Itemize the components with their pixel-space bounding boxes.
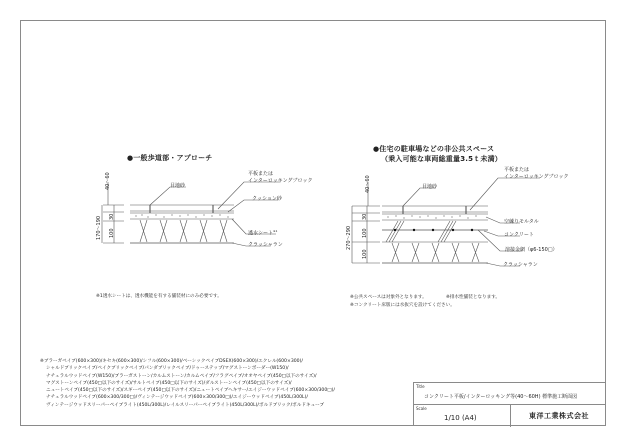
right-section-note-1b: ※排水性舗装となります。	[446, 295, 501, 300]
materials-line: ナチュラルウッドペイブ(600×300/300□)/ヴィンテージウッドペイブ(600×300/300□)/エイジーウッドペイブ(450L/300L)/	[46, 395, 308, 401]
right-section-note-1a: ※公共スペースは対象外となります。	[350, 295, 427, 300]
materials-line: ※ブラーガペイブ(600×300)/キセキ(600×300)/シフル(600×300)/ベーシックペイブDSEX(600×300)/エクレル(600×300)/	[40, 359, 303, 364]
left-section-heading: ●一般歩道部・アプローチ	[127, 154, 213, 162]
left-callout-crusher-run: クラッシャラン	[248, 242, 283, 248]
right-section-heading-line1: ●住宅の駐車場などの非公共スペース	[373, 145, 495, 153]
right-dim-base: 100	[362, 249, 368, 259]
materials-line: ヴィンテージウッドスリーパーペイブライト(450L/300L)/レイルスリーパーペイブライト(450L/300L)/ボルドブリック/ボルドキューブ	[46, 402, 325, 408]
right-callout-mortar: 空練りモルタル	[504, 219, 539, 225]
left-dim-base: 100	[109, 228, 115, 238]
materials-line: マグストーンペイブ(450□以下のサイズ)/サルトペイブ(450□以下のサイズ)/ダルストーンペイブ(450□以下のサイズ)/	[46, 380, 292, 386]
title-block-title-row	[414, 383, 606, 405]
scale-caption: Scale	[416, 406, 427, 411]
materials-line: ニュートペイブ(450□以下のサイズ)/スギーペイブ(450□以下のサイズ)/ニュートペイブヘキサー/エイジーウッドペイブ(600×300/300□)/	[46, 388, 335, 394]
title-block-scale-cell	[414, 405, 511, 427]
left-callout-joint-sand: 目地砂	[170, 183, 186, 189]
left-dim-total: 170〜190	[96, 215, 102, 240]
left-dim-cushion: 30	[109, 213, 115, 220]
right-dim-top: 40〜60	[365, 175, 371, 193]
title-block	[413, 382, 606, 426]
left-callout-paver-line2: インターロッキングブロック	[248, 178, 313, 184]
left-callout-cushion-sand: クッション砂	[252, 196, 282, 202]
permeable-sheet-label: 透水シート	[248, 230, 274, 237]
materials-line: シャルドブリックペイブ/ペイクブリックペイブ/パンダブリックペイブ/ドゥーステップ/マグストーンボーダー(W150)/	[46, 366, 289, 372]
right-section-note-2: ※コンクリート床版には水抜穴を設けてください。	[350, 303, 455, 308]
right-dim-concrete: 100	[362, 228, 368, 238]
right-callout-wire-mesh: 溶接金網（φ6-150□）	[505, 247, 558, 253]
drawing-scale: 1/10 (A4)	[444, 414, 477, 422]
left-callout-paver-line1: 平板または	[248, 171, 274, 177]
right-callout-paver-line2: インターロッキングブロック	[504, 174, 569, 180]
company-name: 東洋工業株式会社	[529, 412, 589, 420]
right-dim-total: 270〜290	[346, 225, 352, 250]
left-dim-top: 40〜60	[105, 172, 111, 190]
right-callout-crusher-run: クラッシャラン	[503, 262, 538, 268]
right-section-heading-line2: （乗入可能な車両総重量3.5ｔ未満）	[381, 155, 502, 163]
permeable-sheet-ref: ※1	[273, 229, 278, 233]
right-dim-mortar: 30	[362, 213, 368, 220]
right-callout-concrete: コンクリート	[504, 232, 534, 238]
materials-list	[40, 358, 335, 409]
materials-line: ナチュラルウッドペイブ(W150)/ブラーガストーン/カルムストーン/カルムペイブ/フラグペイブ/オオヤペイブ(450□以下のサイズ)/	[46, 373, 317, 379]
drawing-title: コンクリート平板/インターロッキング等(40〜60H) 標準施工断面図	[424, 394, 578, 400]
left-section-note: ※1透水シートは、透水機能を有する舗装材にのみ必要です。	[96, 294, 222, 299]
left-callout-permeable-sheet	[248, 229, 277, 237]
right-callout-joint-sand: 目地砂	[422, 184, 438, 190]
title-caption: Title	[416, 384, 425, 389]
right-callout-paver-line1: 平板または	[504, 167, 530, 173]
